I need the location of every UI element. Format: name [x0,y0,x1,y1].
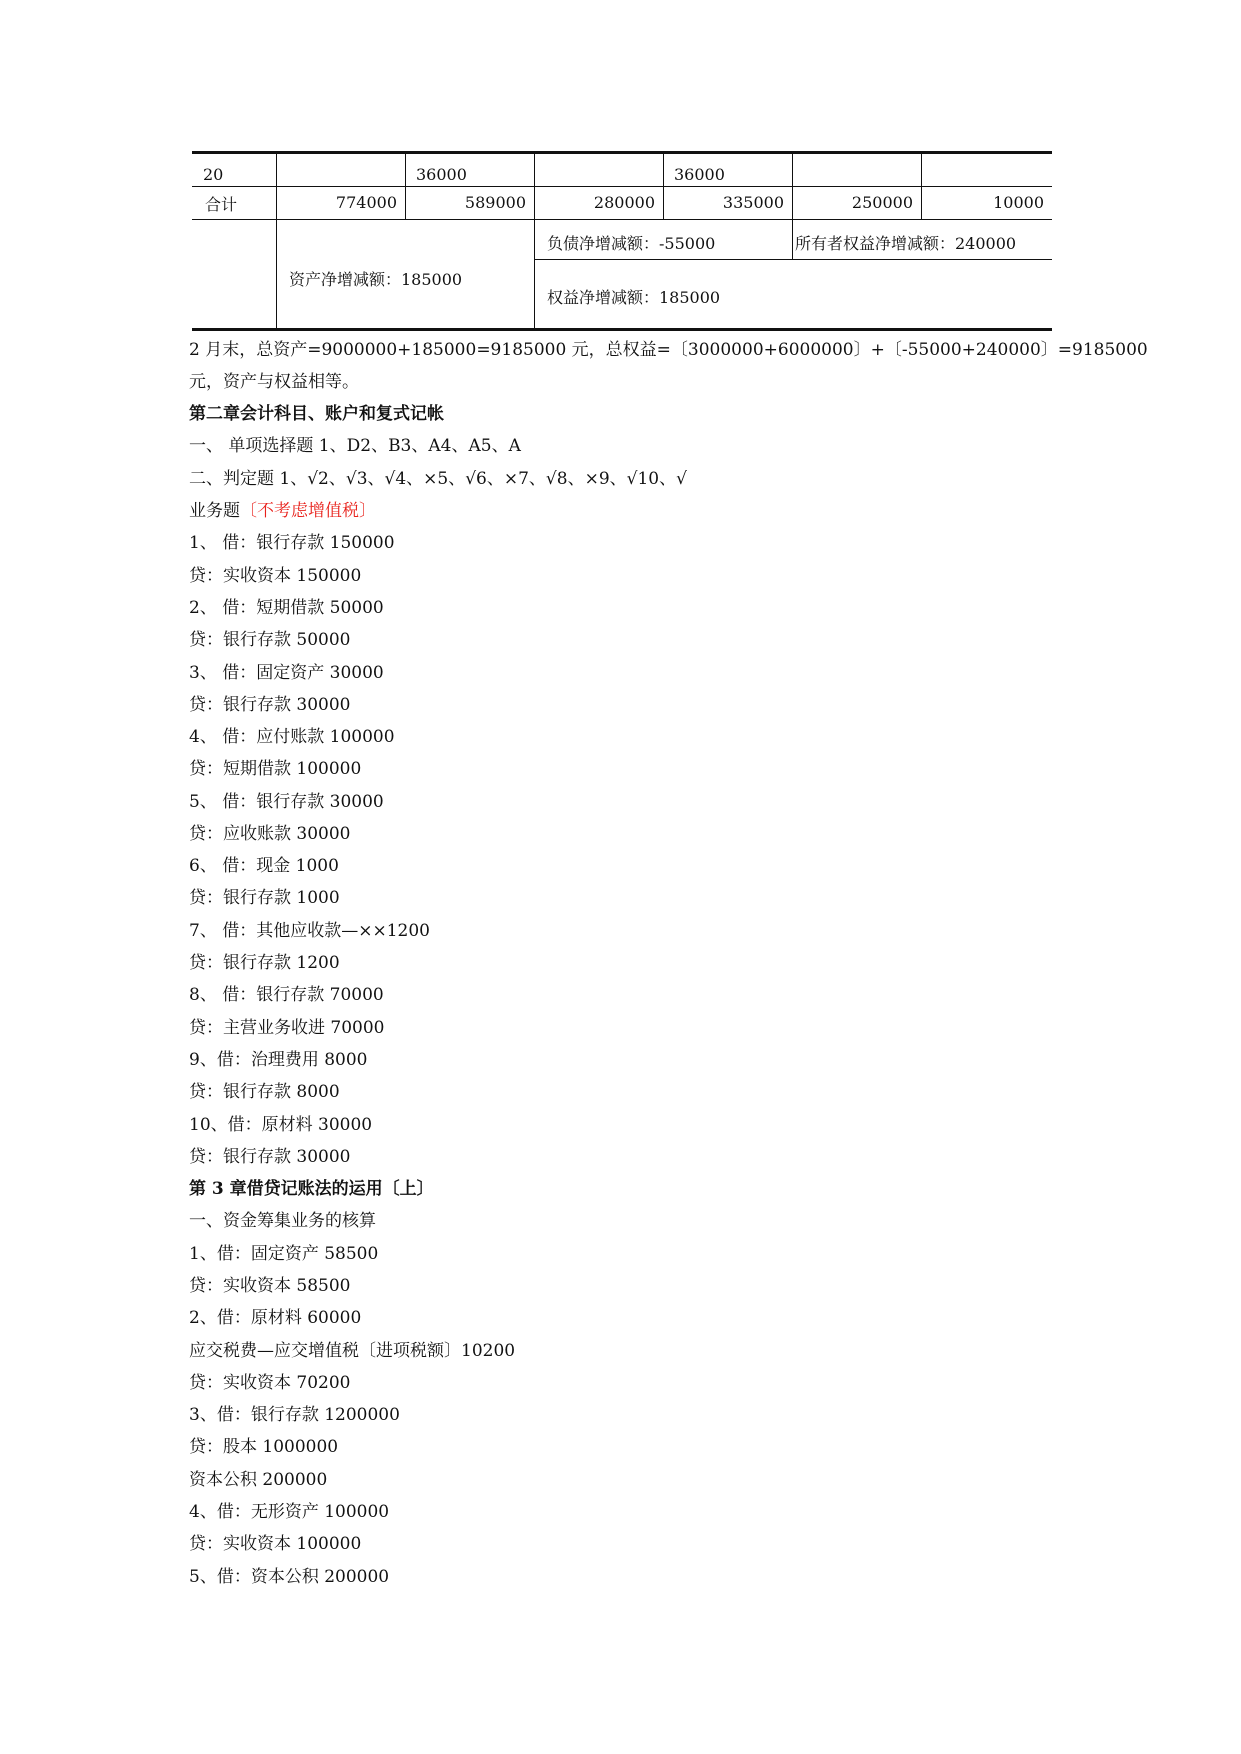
equity-net-change: 权益净增减额：185000 [547,288,721,307]
total-cell: 250000 [851,193,913,212]
table-col-rule [534,151,535,328]
journal-line: 7、 借：其他应收款—××1200 [189,921,430,941]
balance-change-table [192,151,1052,331]
total-cell: 774000 [335,193,397,212]
table-rule [192,219,1052,220]
table-rule [192,186,1052,187]
journal-line: 2、 借：短期借款 50000 [189,598,384,618]
journal-line: 4、借：无形资产 100000 [189,1502,390,1522]
journal-line: 贷：银行存款 30000 [189,1147,351,1167]
total-cell: 280000 [593,193,655,212]
journal-line: 3、借：银行存款 1200000 [189,1405,400,1425]
row-label-20: 20 [203,165,224,184]
owner-equity-net-change: 所有者权益净增减额：240000 [795,234,1017,253]
section-heading: 一、资金筹集业务的核算 [189,1211,376,1231]
journal-line: 5、借：资本公积 200000 [189,1567,390,1587]
journal-line: 贷：实收资本 70200 [189,1373,351,1393]
journal-line: 贷：实收资本 100000 [189,1534,362,1554]
business-question-line [189,500,1069,522]
journal-line: 10、借：原材料 30000 [189,1115,373,1135]
table-col-rule [276,151,277,328]
journal-line: 贷：股本 1000000 [189,1437,339,1457]
journal-line: 贷：银行存款 1200 [189,953,340,973]
journal-line: 5、 借：银行存款 30000 [189,792,384,812]
journal-line: 9、借：治理费用 8000 [189,1050,368,1070]
business-question-label: 业务题 [189,501,240,521]
row-label-total: 合计 [205,195,238,214]
total-cell: 335000 [722,193,784,212]
row20-cell: 36000 [674,165,725,184]
journal-line: 8、 借：银行存款 70000 [189,985,384,1005]
text-line: 一、 单项选择题 1、D2、B3、A4、A5、A [189,436,521,456]
table-bottom-rule [192,328,1052,331]
journal-line: 贷：主营业务收进 70000 [189,1018,385,1038]
vat-note: 〔不考虑增值税〕 [240,501,376,521]
table-top-rule [192,151,1052,154]
liability-net-change: 负债净增减额：-55000 [547,234,716,253]
text-line: 二、判定题 1、√2、√3、√4、×5、√6、×7、√8、×9、√10、√ [189,469,687,489]
journal-line: 3、 借：固定资产 30000 [189,663,384,683]
journal-line: 1、借：固定资产 58500 [189,1244,379,1264]
total-cell: 10000 [993,193,1044,212]
table-rule [534,259,1052,260]
journal-line: 贷：短期借款 100000 [189,759,362,779]
journal-line: 贷：应收账款 30000 [189,824,351,844]
journal-line: 应交税费—应交增值税〔进项税额〕10200 [189,1341,516,1361]
text-line: 元，资产与权益相等。 [189,372,359,392]
journal-line: 资本公积 200000 [189,1470,328,1490]
journal-line: 2、借：原材料 60000 [189,1308,362,1328]
journal-line: 贷：银行存款 1000 [189,888,340,908]
journal-line: 6、 借：现金 1000 [189,856,339,876]
journal-line: 贷：银行存款 30000 [189,695,351,715]
asset-net-change: 资产净增减额：185000 [289,270,463,289]
journal-line: 贷：银行存款 50000 [189,630,351,650]
chapter-2-heading: 第二章会计科目、账户和复式记帐 [189,404,444,424]
chapter-3-heading: 第 3 章借贷记账法的运用〔上〕 [189,1179,434,1199]
total-cell: 589000 [464,193,526,212]
journal-line: 贷：实收资本 150000 [189,566,362,586]
row20-cell: 36000 [416,165,467,184]
total-equation-line: 2 月末，总资产=9000000+185000=9185000 元，总权益=〔3000000+6000000〕+〔-55000+240000〕=9185000 [189,340,1148,360]
journal-line: 贷：实收资本 58500 [189,1276,351,1296]
journal-line: 1、 借：银行存款 150000 [189,533,395,553]
journal-line: 4、 借：应付账款 100000 [189,727,395,747]
journal-line: 贷：银行存款 8000 [189,1082,340,1102]
